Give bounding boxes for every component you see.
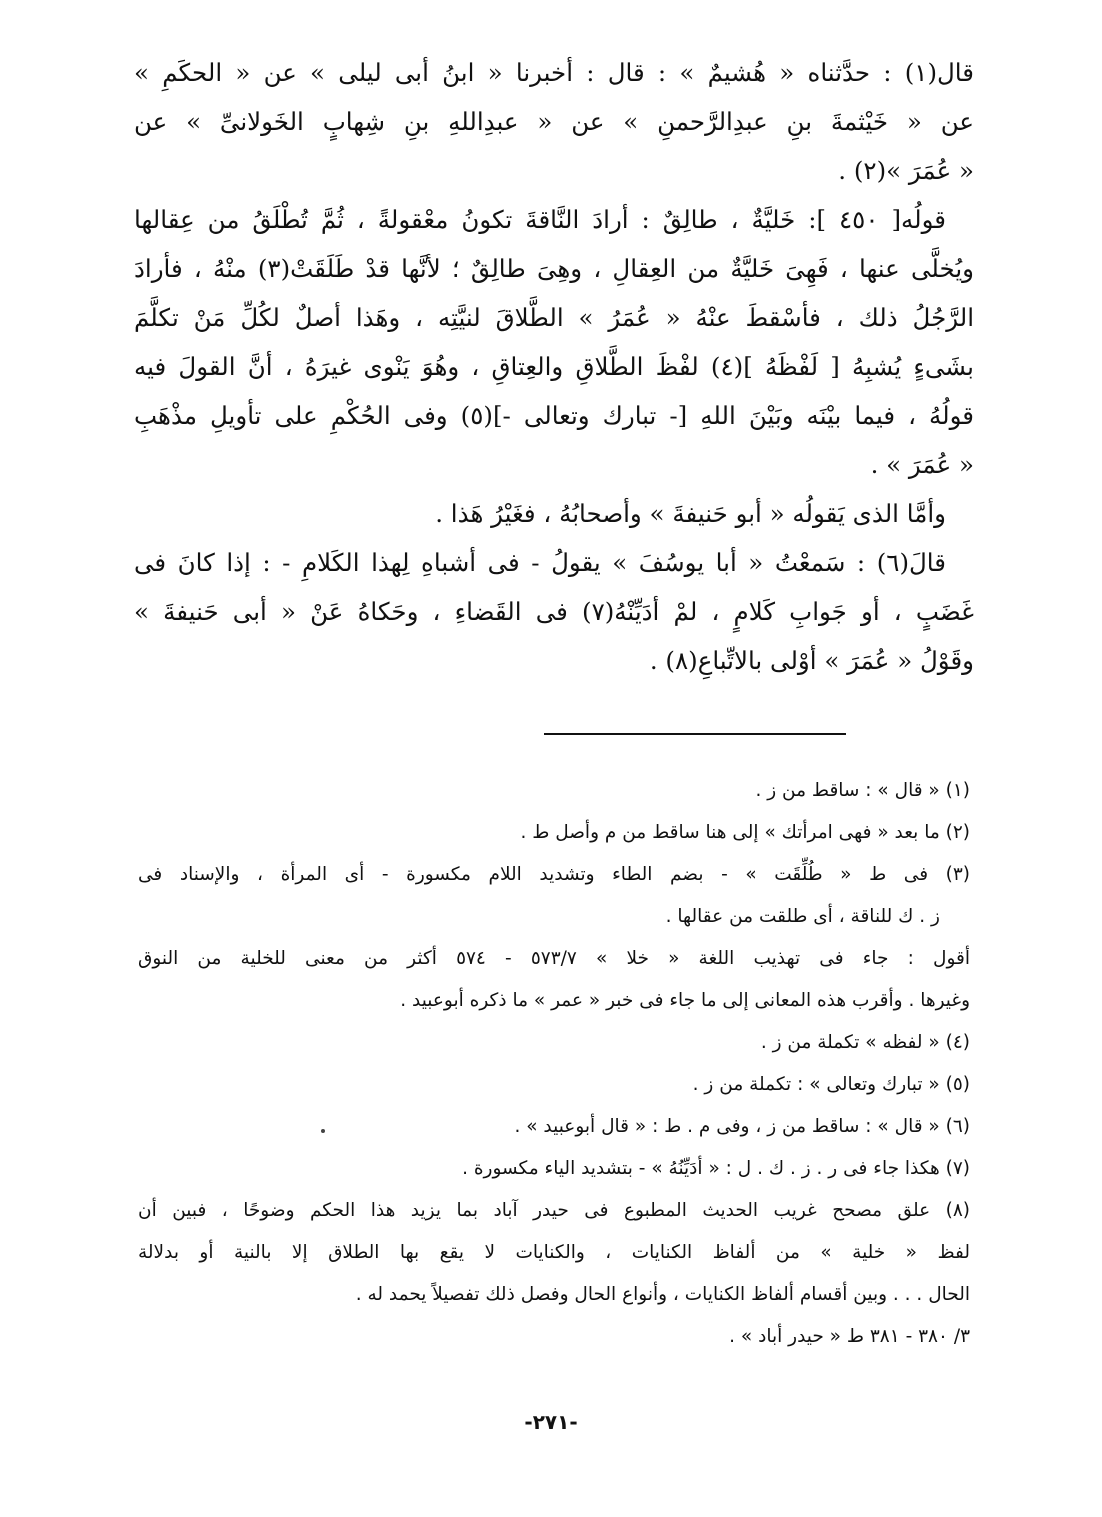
text-line: الرَّجُلُ ذلك ، فأسْقطَ عنْهُ « عُمَرُ » الطَّلاقَ لنيَّتِه ، وهَذا أصلٌ لكُلِّ مَنْ تكلَّمَ bbox=[134, 303, 974, 332]
footnote-continuation: الحال . . . وبين أقسام ألفاظ الكنايات ، وأنواع الحال وفصل ذلك تفصيلاً يحمد له . bbox=[355, 1284, 970, 1305]
scan-speck bbox=[321, 1129, 325, 1133]
footnote-continuation: ٣/ ٣٨٠ - ٣٨١ ط « حيدر أباد » . bbox=[729, 1326, 970, 1347]
footnotes bbox=[138, 770, 970, 1358]
footnote-continuation: وغيرها . وأقرب هذه المعانى إلى ما جاء فى خبر « عمر » ما ذكره أبوعبيد . bbox=[400, 990, 970, 1011]
footnote: (٧) هكذا جاء فى ر . ز . ك . ل : « أدَيِّنُهُ » - بتشديد الياء مكسورة . bbox=[462, 1158, 970, 1179]
text-line: وأمَّا الذى يَقولُه « أبو حَنيفةَ » وأصحابُهُ ، فغَيْرُ هَذا . bbox=[435, 499, 946, 528]
main-text bbox=[134, 48, 974, 685]
footnote-divider bbox=[544, 733, 846, 735]
footnote: (٥) « تبارك وتعالى » : تكملة من ز . bbox=[692, 1074, 970, 1095]
footnote-continuation: ز . ك للناقة ، أى طلقت من عقالها . bbox=[665, 906, 940, 927]
footnote: (٦) « قال » : ساقط من ز ، وفى م . ط : « قال أبوعبيد » . bbox=[514, 1116, 970, 1137]
footnote: (١) « قال » : ساقط من ز . bbox=[755, 780, 970, 801]
text-line: قولُهُ ، فيما بيْنَه وبَيْنَ اللهِ [- تبارك وتعالى -](٥) وفى الحُكْمِ على تأويلِ مذْهَبِ bbox=[134, 401, 974, 430]
text-line: ويُخلَّى عنها ، فَهِىَ خَليَّةٌ من العِقالِ ، وهِىَ طالِقٌ ؛ لأنَّها قدْ طَلَقَتْ(٣) منْهُ ، فأرادَ bbox=[134, 254, 974, 283]
text-line: « عُمَرَ » . bbox=[870, 450, 974, 479]
text-line: قالَ(٦) : سَمعْتُ « أبا يوسُفَ » يقولُ - فى أشباهِ لِهذا الكَلامِ - : إذا كانَ فى bbox=[134, 548, 946, 577]
text-line: بشَىءٍ يُشبِهُ [ لَفْظَهُ ](٤) لفْظَ الطَّلاقِ والعِتاقِ ، وهُوَ يَنْوى غيرَهُ ، أنَّ القولَ فيه bbox=[134, 352, 974, 381]
text-line: وقَوْلُ « عُمَرَ » أوْلى بالاتِّباعِ(٨) . bbox=[649, 646, 974, 675]
footnote: (٢) ما بعد « فهى امرأتك » إلى هنا ساقط من م وأصل ط . bbox=[520, 822, 970, 843]
text-line: عن « خَيْثمةَ بنِ عبدِالرَّحمنِ » عن « عبدِاللهِ بنِ شِهابٍ الخَولانىِّ » عن bbox=[134, 107, 974, 136]
text-line: غَضَبٍ ، أو جَوابِ كَلامٍ ، لمْ أدَيِّنْهُ(٧) فى القَضاءِ ، وحَكاهُ عَنْ « أبى حَنيفةَ » bbox=[134, 597, 974, 626]
page-number: -٢٧١- bbox=[524, 1410, 578, 1434]
text-line: قال(١) : حدَّثناه « هُشيمٌ » : قال : أخبرنا « ابنُ أبى ليلى » عن « الحكَمِ » bbox=[134, 58, 974, 87]
footnote: (٨) علق مصحح غريب الحديث المطبوع فى حيدر آباد بما يزيد هذا الحكم وضوحًا ، فبين أن bbox=[138, 1200, 970, 1221]
footnote: (٤) « لفظه » تكملة من ز . bbox=[760, 1032, 970, 1053]
text-line: « عُمَرَ »(٢) . bbox=[838, 156, 974, 185]
footnote-continuation: لفظ « خلية » من ألفاظ الكنايات ، والكنايات لا يقع بها الطلاق إلا بالنية أو بدلالة bbox=[138, 1242, 970, 1263]
text-line: قولُه[ ٤٥٠ ]: خَليَّةٌ ، طالِقٌ : أرادَ النَّاقةَ تكونُ معْقولةً ، ثُمَّ تُطْلَقُ من عِقالها bbox=[134, 205, 946, 234]
footnote-continuation: أقول : جاء فى تهذيب اللغة « خلا » ٥٧٣/٧ - ٥٧٤ أكثر من معنى للخلية من النوق bbox=[138, 948, 970, 969]
footnote: (٣) فى ط « طُلِّقَت » - بضم الطاء وتشديد اللام مكسورة - أى المرأة ، والإسناد فى bbox=[138, 864, 970, 885]
